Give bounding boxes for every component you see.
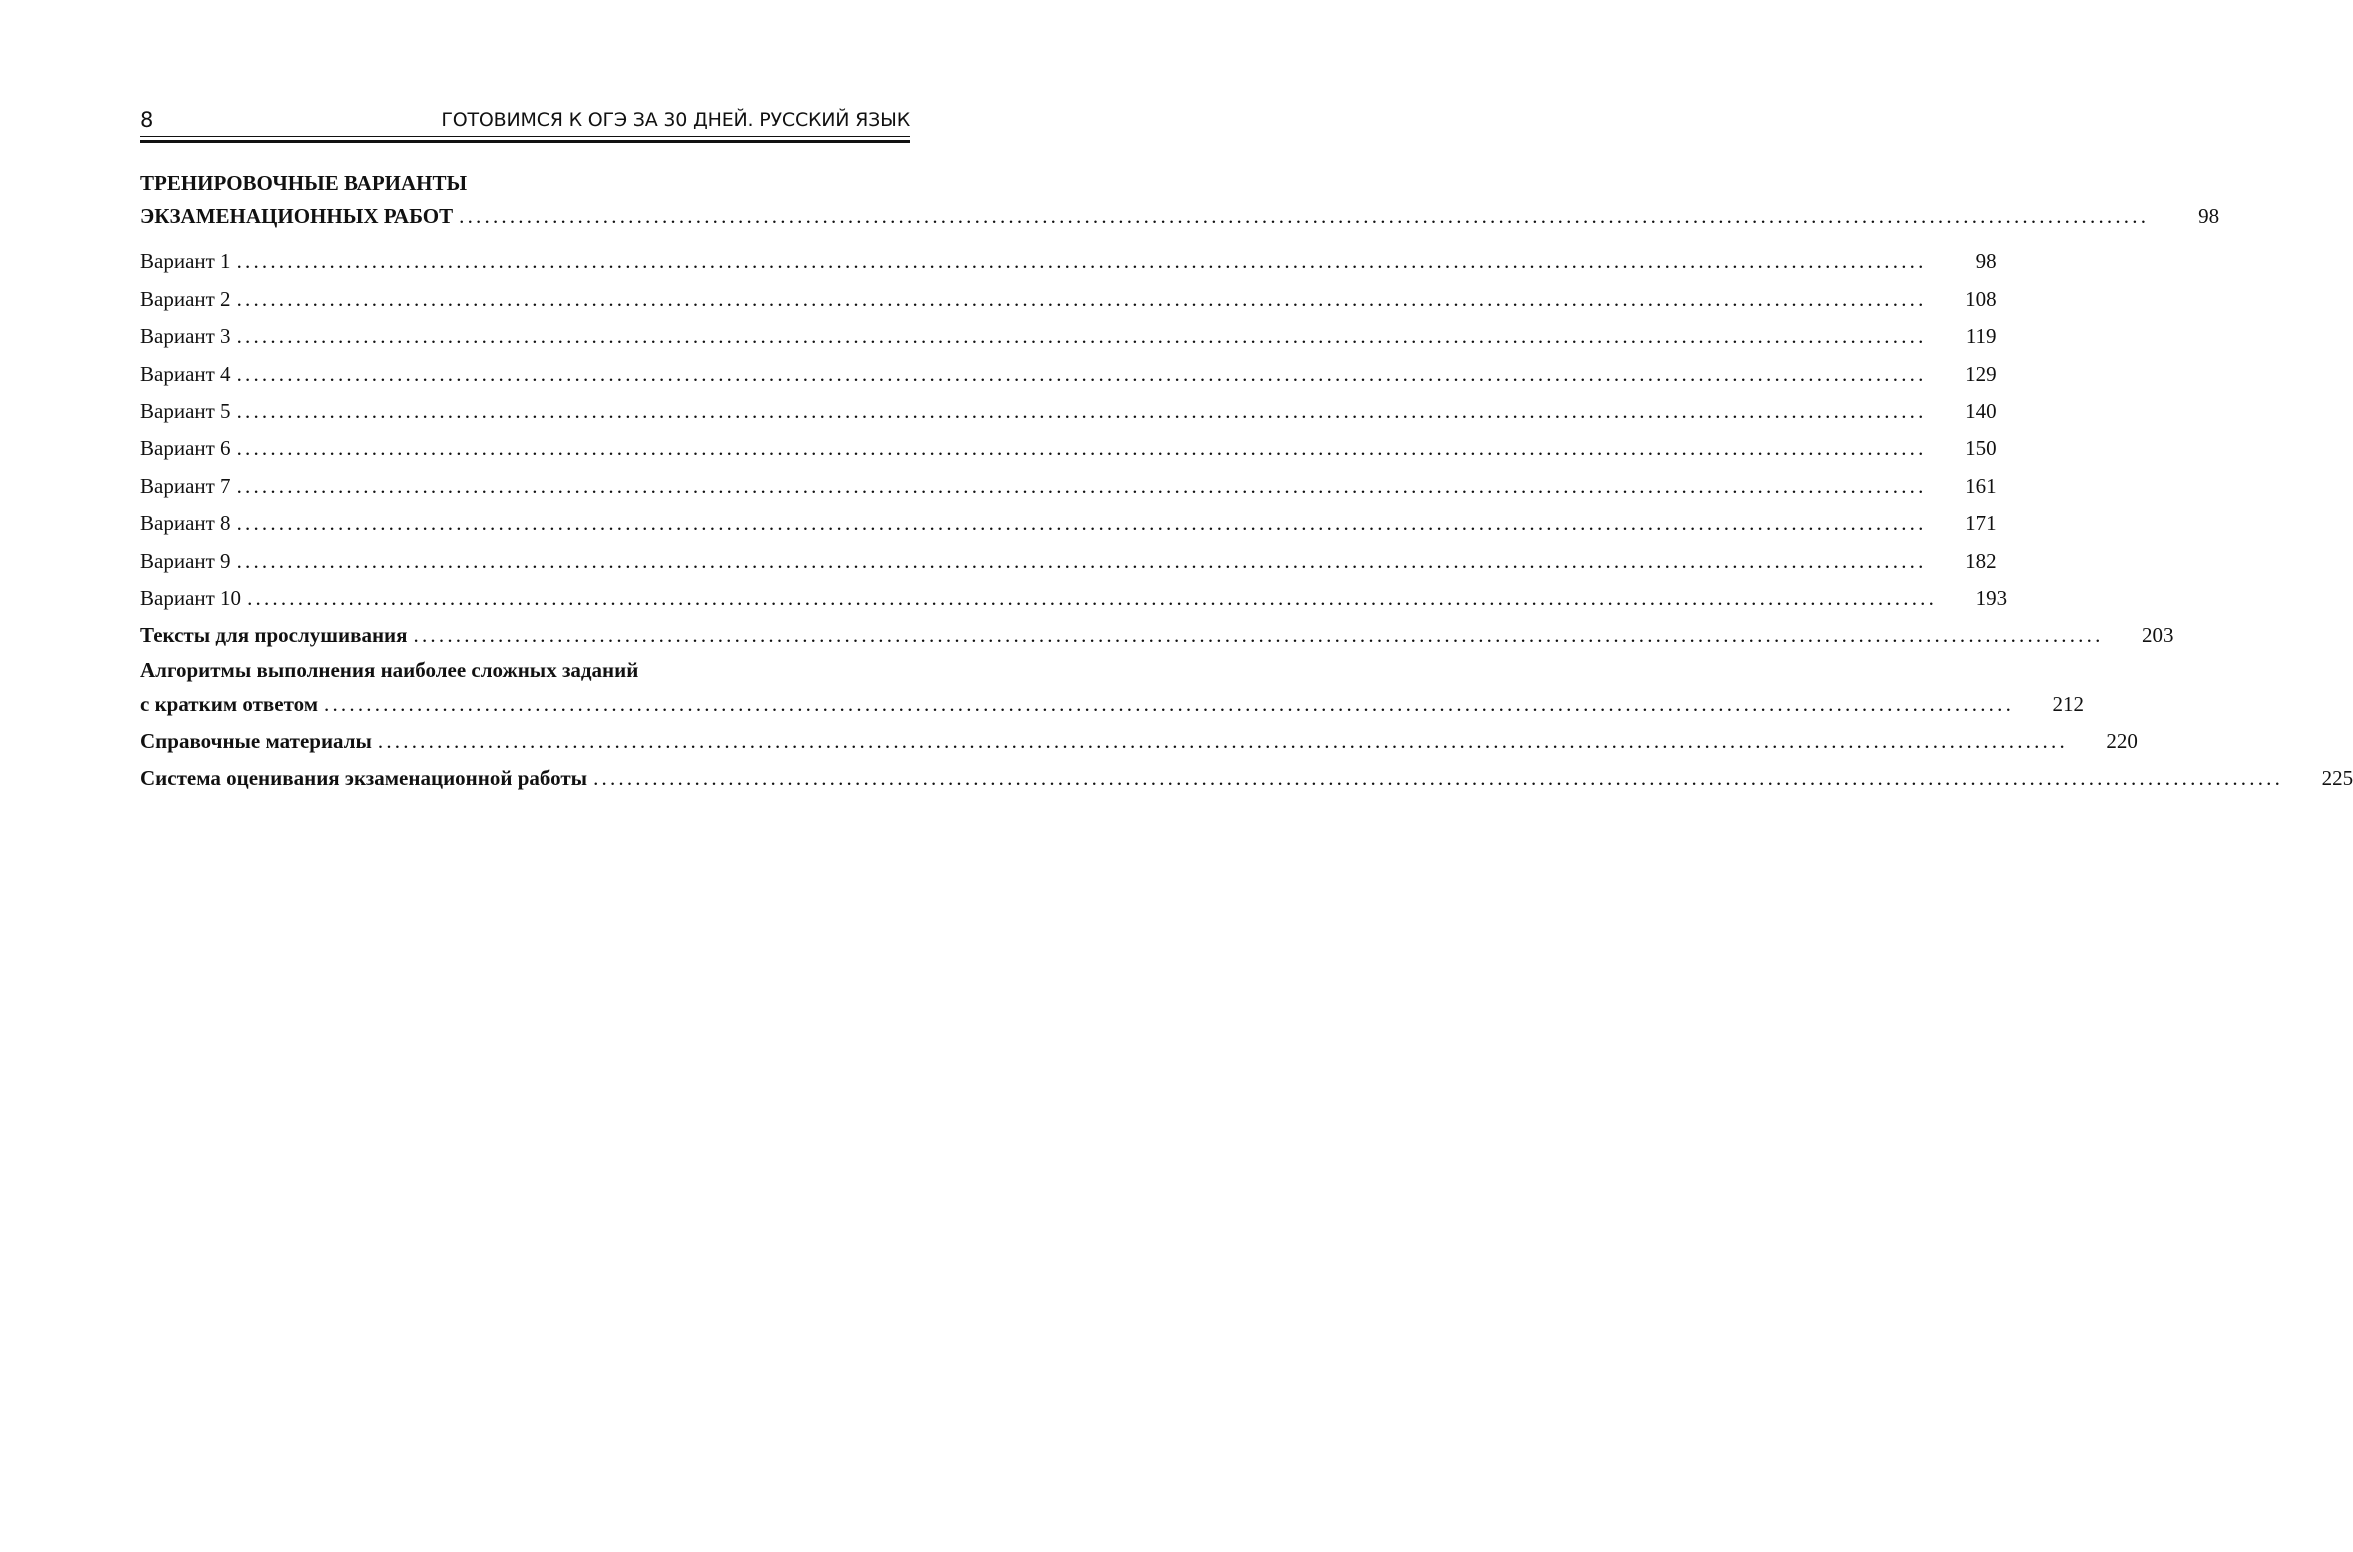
page-ref: 150 xyxy=(1965,436,1997,461)
page-ref: 203 xyxy=(2142,623,2174,648)
dot-leader: ........................................................................................................................................................................................................ xyxy=(236,286,1927,311)
page-number: 8 xyxy=(140,108,154,132)
toc-entry-variant-9[interactable] xyxy=(140,543,1997,580)
page-ref: 140 xyxy=(1965,398,1997,423)
toc-entry-variant-5[interactable] xyxy=(140,393,1997,430)
toc-entry-label: Справочные материалы xyxy=(140,729,372,754)
toc-entry-label: Тексты для прослушивания xyxy=(140,623,408,648)
dot-leader: ........................................................................................................................................................................................................ xyxy=(236,548,1927,573)
toc-entry-label: Вариант 1 xyxy=(140,249,231,274)
page-ref: 225 xyxy=(2321,766,2353,791)
toc-entry-label: Вариант 4 xyxy=(140,361,231,386)
page-ref: 108 xyxy=(1965,286,1997,311)
dot-leader: ........................................................................................................................................................................................................ xyxy=(324,691,2015,716)
toc-entry-label: Вариант 9 xyxy=(140,548,231,573)
page-ref: 161 xyxy=(1965,473,1997,498)
running-title: ГОТОВИМСЯ К ОГЭ ЗА 30 ДНЕЙ. РУССКИЙ ЯЗЫК xyxy=(441,109,910,131)
toc-entry-variant-8[interactable] xyxy=(140,505,1997,542)
page-ref: 119 xyxy=(1965,324,1997,349)
page-ref: 171 xyxy=(1965,511,1997,536)
page-header xyxy=(140,104,910,136)
dot-leader: ........................................................................................................................................................................................................ xyxy=(236,361,1927,386)
toc-entry-label: Вариант 10 xyxy=(140,585,242,610)
dot-leader: ........................................................................................................................................................................................................ xyxy=(236,398,1927,423)
toc-entry-label: с кратким ответом xyxy=(140,691,319,716)
page-ref: 220 xyxy=(2106,729,2138,754)
page-ref: 193 xyxy=(1975,585,2008,610)
header-rule-thin xyxy=(140,136,910,137)
table-of-contents xyxy=(140,168,2353,798)
toc-entry-label: Вариант 5 xyxy=(140,398,231,423)
dot-leader: ........................................................................................................................................................................................................ xyxy=(236,473,1927,498)
page-ref: 182 xyxy=(1965,548,1997,573)
toc-entry-reference[interactable] xyxy=(140,723,2138,760)
page-ref: 98 xyxy=(2198,204,2220,228)
toc-entry-variant-6[interactable] xyxy=(140,430,1997,467)
toc-entry-label: Вариант 7 xyxy=(140,473,231,498)
toc-entry-label: Система оценивания экзаменационной работы xyxy=(140,766,588,791)
toc-heading-line2: ЭКЗАМЕНАЦИОННЫХ РАБОТ xyxy=(140,204,454,228)
toc-entry-variant-1[interactable] xyxy=(140,243,1997,280)
toc-entry-listening-texts[interactable] xyxy=(140,617,2174,654)
toc-entry-variant-7[interactable] xyxy=(140,468,1997,505)
toc-entry-variant-3[interactable] xyxy=(140,318,1997,355)
dot-leader: ........................................................................................................................................................................................................ xyxy=(377,729,2068,754)
header-rule-thick xyxy=(140,140,910,143)
toc-entry-label: Вариант 3 xyxy=(140,324,231,349)
dot-leader: ........................................................................................................................................................................................................ xyxy=(236,249,1927,274)
dot-leader: ........................................................................................................................................................................................................ xyxy=(236,436,1927,461)
dot-leader: ........................................................................................................................................................................................................ xyxy=(593,766,2284,791)
toc-entry-section-heading[interactable] xyxy=(140,198,2220,235)
toc-entry-variant-10[interactable] xyxy=(140,580,2008,617)
page-ref: 212 xyxy=(2052,691,2085,716)
toc-entry-algorithms-line1: Алгоритмы выполнения наиболее сложных заданий xyxy=(140,657,639,682)
dot-leader: ........................................................................................................................................................................................................ xyxy=(236,511,1927,536)
toc-heading-line1: ТРЕНИРОВОЧНЫЕ ВАРИАНТЫ xyxy=(140,171,468,195)
toc-entry-grading[interactable] xyxy=(140,760,2353,797)
toc-entry-variant-2[interactable] xyxy=(140,281,1997,318)
toc-entry-variant-4[interactable] xyxy=(140,356,1997,393)
dot-leader: ........................................................................................................................................................................................................ xyxy=(236,324,1927,349)
dot-leader: ........................................................................................................................................................................................................ xyxy=(413,623,2104,648)
dot-leader: ........................................................................................................................................................................................................ xyxy=(247,585,1938,610)
toc-entry-label: Вариант 8 xyxy=(140,511,231,536)
toc-entry-label: Вариант 6 xyxy=(140,436,231,461)
toc-entry-label: Вариант 2 xyxy=(140,286,231,311)
toc-entry-algorithms[interactable] xyxy=(140,686,2085,723)
page-ref: 129 xyxy=(1965,361,1997,386)
page-ref: 98 xyxy=(1975,249,1997,274)
dot-leader: ........................................................................................................................................................................................................ xyxy=(459,204,2150,228)
